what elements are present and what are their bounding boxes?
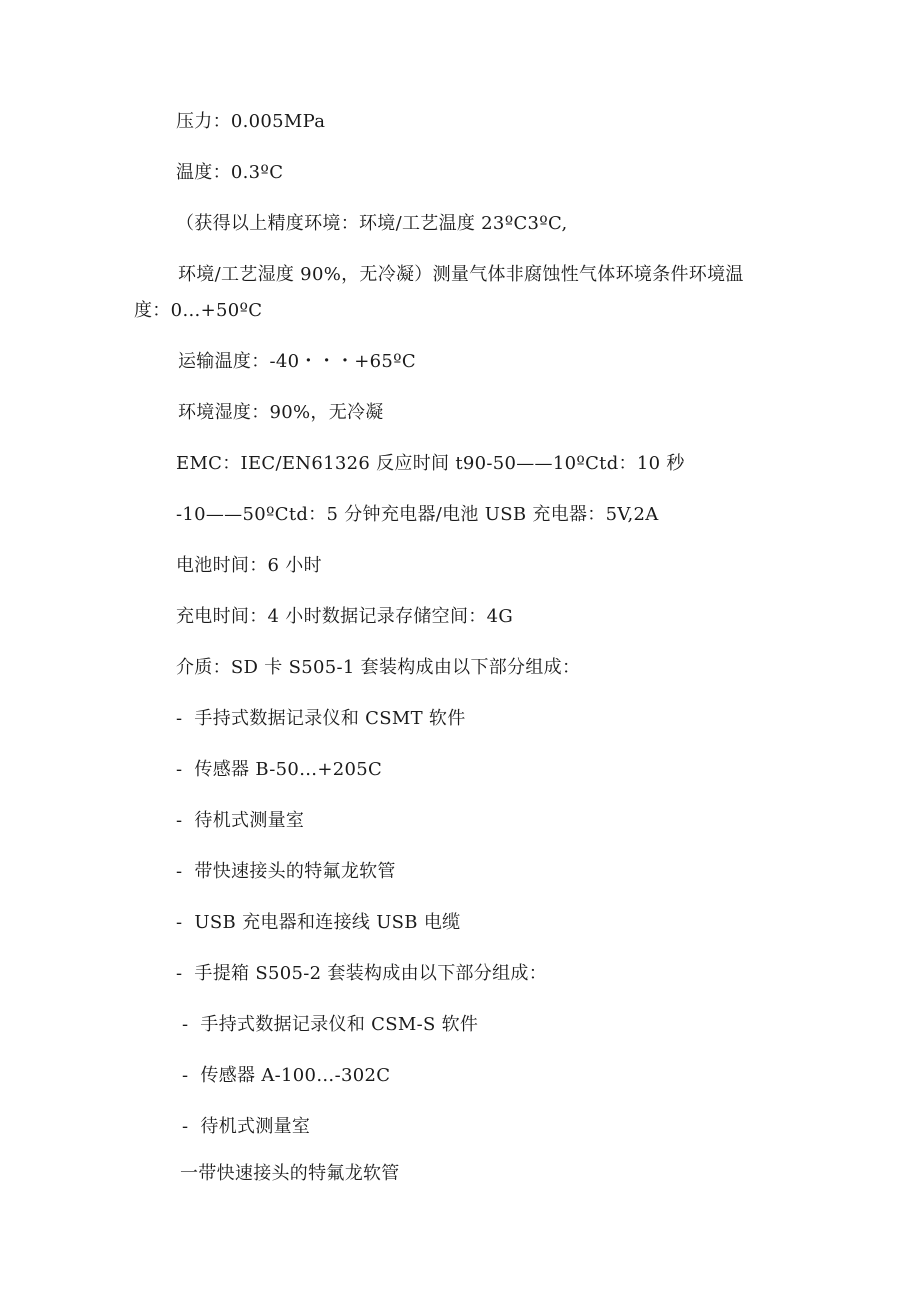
spec-charge-time-storage: 充电时间：4 小时数据记录存储空间：4G xyxy=(176,606,514,627)
kit2-item-sensor: - 传感器 A-100…-302C xyxy=(182,1065,391,1086)
spec-accuracy-condition: （获得以上精度环境：环境/工艺温度 23ºC3ºC, xyxy=(176,213,568,234)
spec-emc-response-time: EMC：IEC/EN61326 反应时间 t90-50——10ºCtd：10 秒 xyxy=(176,453,685,474)
spec-transport-temperature: 运输温度：-40・・・+65ºC xyxy=(178,351,417,372)
kit1-item-chamber: - 待机式测量室 xyxy=(176,810,305,831)
spec-temperature: 温度：0.3ºC xyxy=(176,162,284,183)
kit1-item-usb: - USB 充电器和连接线 USB 电缆 xyxy=(176,912,461,933)
kit2-item-hose: 一带快速接头的特氟龙软管 xyxy=(180,1163,400,1184)
kit1-item-case-kit2: - 手提箱 S505-2 套装构成由以下部分组成： xyxy=(176,963,547,984)
kit2-item-chamber: - 待机式测量室 xyxy=(182,1116,311,1137)
spec-environment-humidity: 环境湿度：90%，无冷凝 xyxy=(178,402,384,423)
spec-media-kit1: 介质：SD 卡 S505-1 套装构成由以下部分组成： xyxy=(176,657,581,678)
kit1-item-hose: - 带快速接头的特氟龙软管 xyxy=(176,861,396,882)
spec-response-charger: -10——50ºCtd：5 分钟充电器/电池 USB 充电器：5V,2A xyxy=(176,504,659,525)
spec-environment-conditions: 环境/工艺湿度 90%，无冷凝）测量气体非腐蚀性气体环境条件环境温 xyxy=(178,264,744,285)
spec-environment-temperature: 度：0…+50ºC xyxy=(134,300,263,321)
kit2-item-datalogger: - 手持式数据记录仪和 CSM-S 软件 xyxy=(182,1014,479,1035)
kit1-item-sensor: - 传感器 B-50…+205C xyxy=(176,759,383,780)
spec-pressure: 压力：0.005MPa xyxy=(176,111,326,132)
spec-battery-time: 电池时间：6 小时 xyxy=(176,555,322,576)
kit1-item-datalogger: - 手持式数据记录仪和 CSMT 软件 xyxy=(176,708,466,729)
